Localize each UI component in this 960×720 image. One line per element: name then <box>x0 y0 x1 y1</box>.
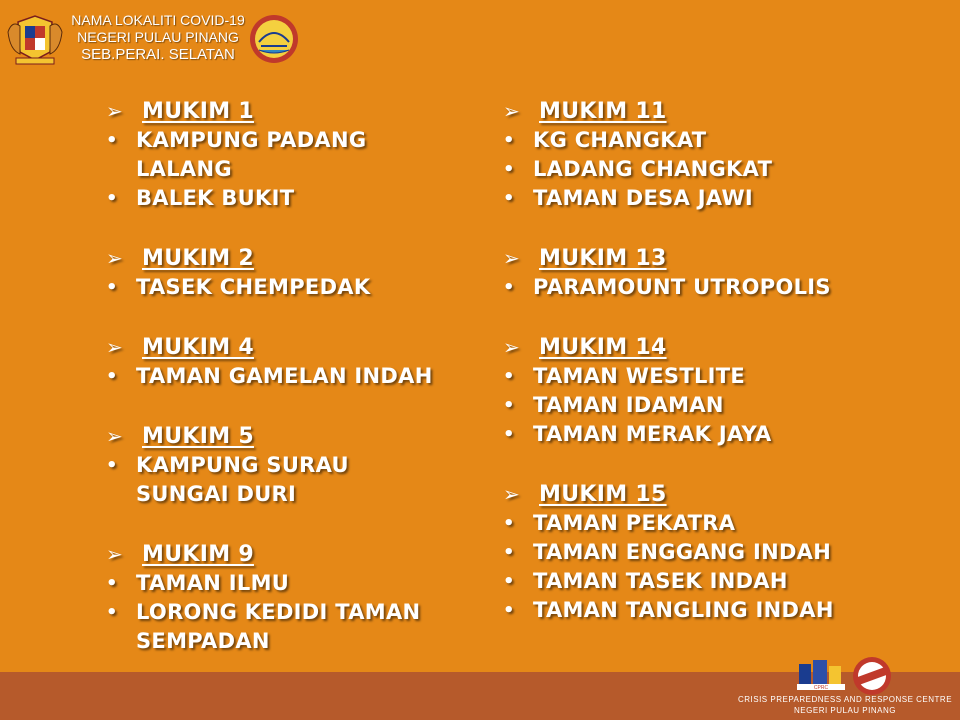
bullet-icon: • <box>503 277 515 298</box>
bullet-icon: • <box>106 130 118 151</box>
locality-list-item <box>503 362 863 391</box>
bullet-icon: • <box>503 600 515 621</box>
mukim-heading <box>503 243 863 273</box>
bullet-icon: • <box>503 513 515 534</box>
locality-name: KG CHANGKAT <box>533 128 707 152</box>
arrowhead-icon: ➢ <box>503 99 521 123</box>
locality-name: BALEK BUKIT <box>136 186 295 210</box>
locality-name: TASEK CHEMPEDAK <box>136 275 371 299</box>
locality-list-item <box>106 184 466 213</box>
mukim-heading <box>503 479 863 509</box>
locality-list-item <box>106 362 466 391</box>
arrowhead-icon: ➢ <box>503 482 521 506</box>
mukim-heading <box>106 332 466 362</box>
locality-list-item <box>503 420 863 449</box>
mukim-heading <box>503 332 863 362</box>
bullet-icon: • <box>106 277 118 298</box>
header <box>0 0 310 75</box>
bullet-icon: • <box>503 188 515 209</box>
mukim-heading-text: MUKIM 13 <box>539 245 667 271</box>
bullet-icon: • <box>106 602 118 623</box>
mukim-heading-text: MUKIM 5 <box>142 423 254 449</box>
right-column <box>503 96 863 655</box>
mukim-group <box>106 332 466 391</box>
locality-list-item <box>503 391 863 420</box>
locality-list-item <box>503 538 863 567</box>
bullet-icon: • <box>106 573 118 594</box>
mukim-heading <box>503 96 863 126</box>
arrowhead-icon: ➢ <box>106 335 124 359</box>
bullet-icon: • <box>503 366 515 387</box>
mukim-heading-text: MUKIM 4 <box>142 334 254 360</box>
cprc-logo-icon <box>795 658 847 692</box>
locality-name: LORONG KEDIDI TAMAN SEMPADAN <box>136 600 421 653</box>
mukim-group <box>106 421 466 509</box>
mukim-heading <box>106 539 466 569</box>
mukim-group <box>106 243 466 302</box>
locality-name: TAMAN ENGGANG INDAH <box>533 540 832 564</box>
header-line-1: NAMA LOKALITI COVID-19 <box>71 12 245 28</box>
locality-list-item <box>106 569 466 598</box>
header-title <box>68 12 248 63</box>
locality-name: TAMAN IDAMAN <box>533 393 724 417</box>
bullet-icon: • <box>503 159 515 180</box>
mukim-heading <box>106 421 466 451</box>
bullet-icon: • <box>503 571 515 592</box>
locality-list-item <box>503 126 863 155</box>
arrowhead-icon: ➢ <box>106 424 124 448</box>
mukim-group <box>106 96 466 213</box>
locality-list-item <box>503 596 863 625</box>
locality-name: TAMAN GAMELAN INDAH <box>136 364 433 388</box>
bullet-icon: • <box>503 395 515 416</box>
bullet-icon: • <box>503 424 515 445</box>
mukim-group <box>503 479 863 625</box>
mukim-heading-text: MUKIM 2 <box>142 245 254 271</box>
bullet-icon: • <box>106 455 118 476</box>
locality-list-item <box>503 184 863 213</box>
locality-list-item <box>503 273 863 302</box>
mukim-heading-text: MUKIM 9 <box>142 541 254 567</box>
locality-name: LADANG CHANGKAT <box>533 157 773 181</box>
locality-name: PARAMOUNT UTROPOLIS <box>533 275 831 299</box>
arrowhead-icon: ➢ <box>106 99 124 123</box>
mukim-heading-text: MUKIM 1 <box>142 98 254 124</box>
locality-list-item <box>503 155 863 184</box>
locality-name: TAMAN WESTLITE <box>533 364 746 388</box>
bullet-icon: • <box>106 366 118 387</box>
locality-name: TAMAN PEKATRA <box>533 511 736 535</box>
arrowhead-icon: ➢ <box>503 335 521 359</box>
bullet-icon: • <box>503 130 515 151</box>
locality-name: TAMAN ILMU <box>136 571 290 595</box>
locality-name: TAMAN TANGLING INDAH <box>533 598 834 622</box>
mukim-heading-text: MUKIM 11 <box>539 98 667 124</box>
mukim-group <box>503 243 863 302</box>
locality-list-item <box>106 598 466 656</box>
locality-name: TAMAN MERAK JAYA <box>533 422 772 446</box>
footer-text <box>730 694 960 716</box>
locality-list-item <box>106 451 466 509</box>
pulau-pinang-badge-icon <box>852 656 892 696</box>
locality-name: KAMPUNG PADANG LALANG <box>136 128 367 181</box>
header-line-3: SEB.PERAI. SELATAN <box>81 46 235 63</box>
svg-text:CPRC: CPRC <box>813 685 829 691</box>
locality-list-item <box>503 509 863 538</box>
locality-name: TAMAN DESA JAWI <box>533 186 754 210</box>
mukim-heading <box>106 96 466 126</box>
mukim-heading <box>106 243 466 273</box>
malaysia-coat-of-arms-icon <box>6 14 64 66</box>
mukim-heading-text: MUKIM 14 <box>539 334 667 360</box>
left-column <box>106 96 466 686</box>
arrowhead-icon: ➢ <box>106 246 124 270</box>
mukim-group <box>503 332 863 449</box>
arrowhead-icon: ➢ <box>106 542 124 566</box>
locality-list-item <box>503 567 863 596</box>
mukim-group <box>503 96 863 213</box>
bullet-icon: • <box>503 542 515 563</box>
locality-list-item <box>106 126 466 184</box>
mukim-group <box>106 539 466 656</box>
footer-line-2: NEGERI PULAU PINANG <box>794 706 896 715</box>
header-line-2: NEGERI PULAU PINANG <box>77 29 239 45</box>
district-seal-icon <box>249 14 299 64</box>
footer-line-1: CRISIS PREPAREDNESS AND RESPONSE CENTRE <box>737 695 953 704</box>
mukim-heading-text: MUKIM 15 <box>539 481 667 507</box>
locality-name: TAMAN TASEK INDAH <box>533 569 788 593</box>
locality-name: KAMPUNG SURAU SUNGAI DURI <box>136 453 349 506</box>
bullet-icon: • <box>106 188 118 209</box>
locality-list-item <box>106 273 466 302</box>
arrowhead-icon: ➢ <box>503 246 521 270</box>
